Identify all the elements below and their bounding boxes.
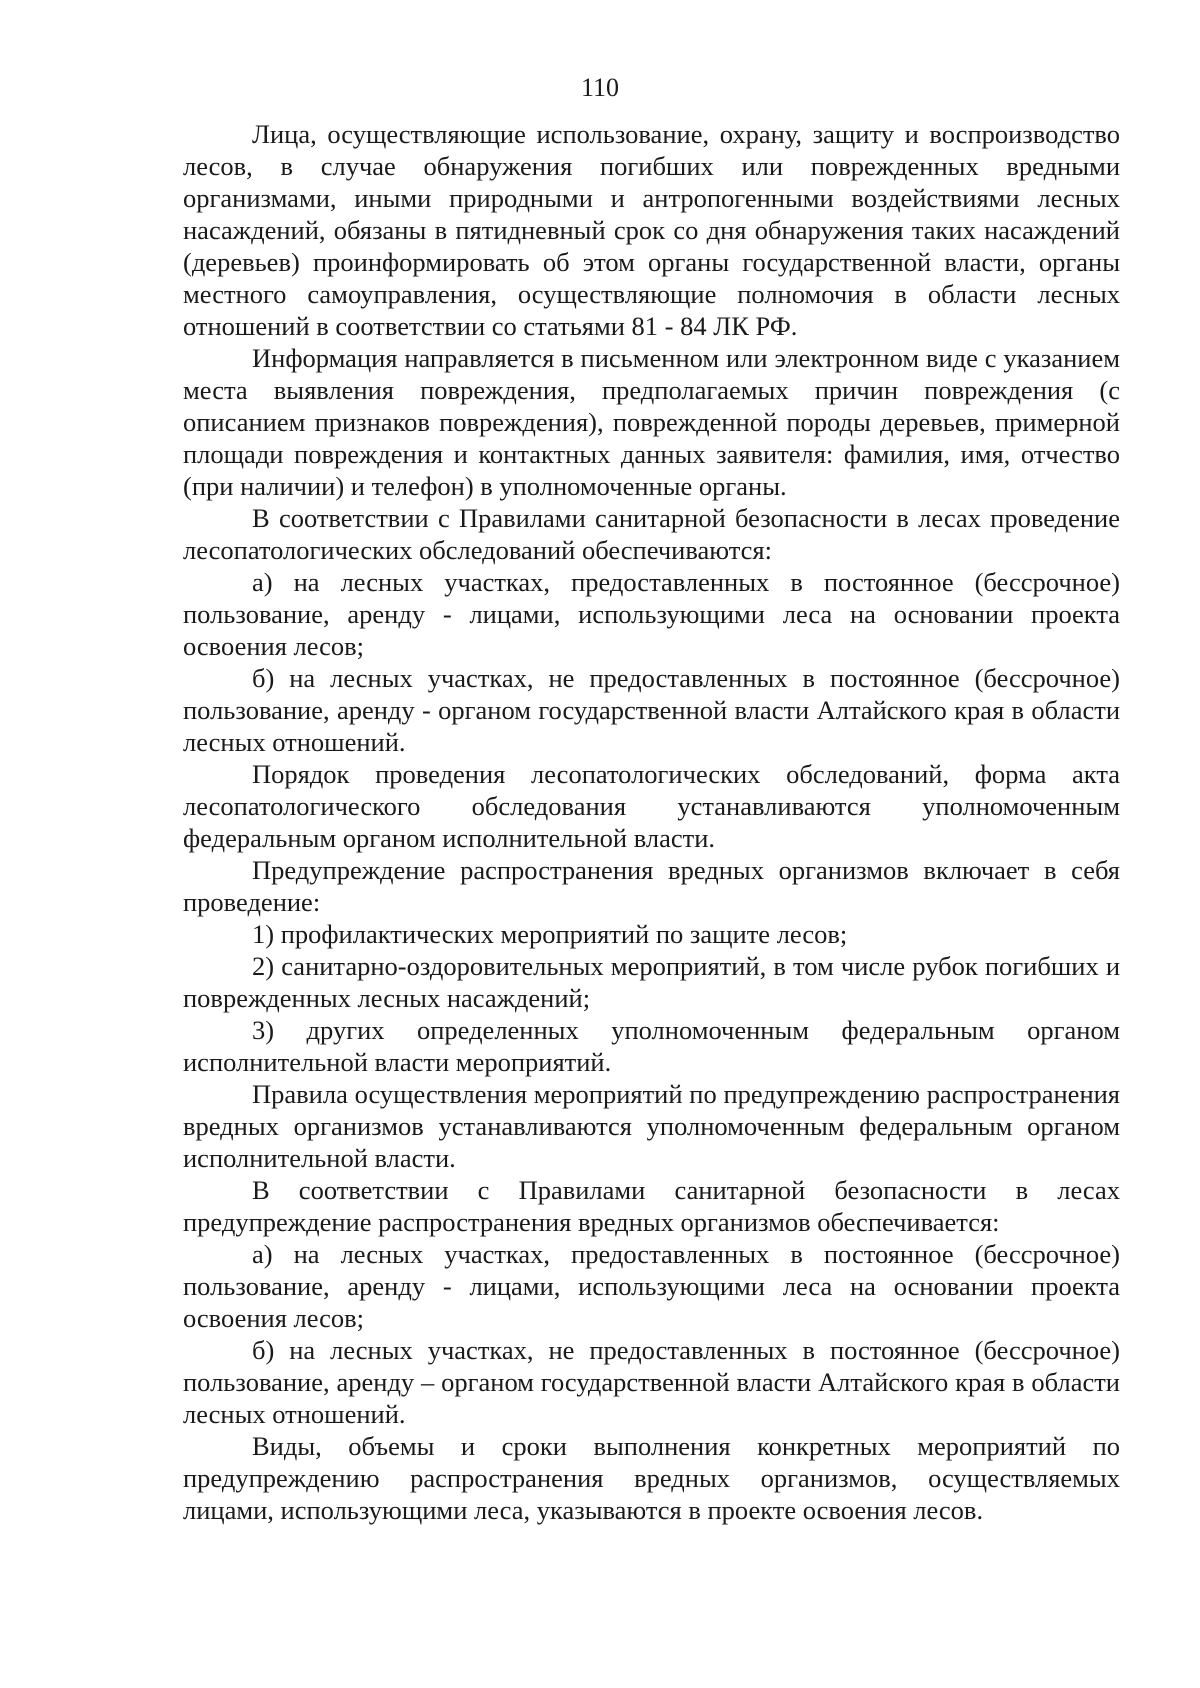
paragraph-prevention-rules: Правила осуществления мероприятий по предупреждению распространения вредных организмов устанавливаются уполномоченным федеральным органом исполнительной власти. [183,1079,1120,1173]
document-body [183,118,1120,1526]
paragraph-surveys-item-a: а) на лесных участках, предоставленных в постоянное (бессрочное) пользование, аренду - лицами, использующими леса на основании проекта освоения лесов; [183,567,1120,661]
paragraph-surveys-intro: В соответствии с Правилами санитарной безопасности в лесах проведение лесопатологических обследований обеспечиваются: [183,503,1120,565]
paragraph-persons-obligations: Лица, осуществляющие использование, охрану, защиту и воспроизводство лесов, в случае обнаружения погибших или поврежденных вредными организмами, иными природными и антропогенными воздействиями лесных насаждений, обязаны в пятидневный срок со дня обнаружения таких насаждений (деревьев) проинформировать об этом органы государственной власти, органы местного самоуправления, осуществляющие полномочия в области лесных отношений в соответствии со статьями 81 - 84 ЛК РФ. [183,119,1120,341]
paragraph-prevention-intro: Предупреждение распространения вредных организмов включает в себя проведение: [183,855,1120,917]
page-number: 110 [580,73,620,102]
paragraph-information-submission: Информация направляется в письменном или электронном виде с указанием места выявления повреждения, предполагаемых причин повреждения (с описанием признаков повреждения), поврежденной породы деревьев, примерной площади повреждения и контактных данных заявителя: фамилия, имя, отчество (при наличии) и телефон) в уполномоченные органы. [183,343,1120,501]
paragraph-survey-procedure: Порядок проведения лесопатологических обследований, форма акта лесопатологического обследования устанавливаются уполномоченным федеральным органом исполнительной власти. [183,759,1120,853]
paragraph-prevention-item-b: б) на лесных участках, не предоставленных в постоянное (бессрочное) пользование, аренду – органом государственной власти Алтайского края в области лесных отношений. [183,1335,1120,1429]
paragraph-prevention-item-2: 2) санитарно-оздоровительных мероприятий, в том числе рубок погибших и поврежденных лесных насаждений; [183,951,1120,1013]
paragraph-prevention-provision-intro: В соответствии с Правилами санитарной безопасности в лесах предупреждение распространения вредных организмов обеспечивается: [183,1175,1120,1237]
paragraph-surveys-item-b: б) на лесных участках, не предоставленных в постоянное (бессрочное) пользование, аренду - органом государственной власти Алтайского края в области лесных отношений. [183,663,1120,757]
paragraph-measures-specified: Виды, объемы и сроки выполнения конкретных мероприятий по предупреждению распространения вредных организмов, осуществляемых лицами, использующими леса, указываются в проекте освоения лесов. [183,1431,1120,1525]
paragraph-prevention-item-1: 1) профилактических мероприятий по защите лесов; [252,919,848,949]
paragraph-prevention-item-a: а) на лесных участках, предоставленных в постоянное (бессрочное) пользование, аренду - лицами, использующими леса на основании проекта освоения лесов; [183,1239,1120,1333]
paragraph-prevention-item-3: 3) других определенных уполномоченным федеральным органом исполнительной власти мероприятий. [183,1015,1120,1077]
